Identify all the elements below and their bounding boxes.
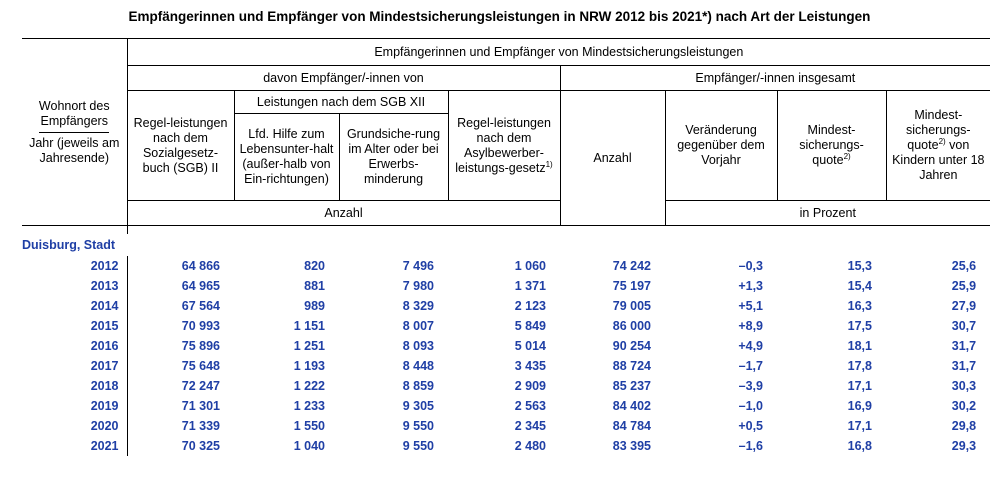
cell-anzahl: 84 402: [612, 399, 651, 413]
header-lfd: Lfd. Hilfe zum Lebensunter-halt (außer-halb von Ein-richtungen): [234, 114, 339, 201]
cell-asyl: 5 849: [514, 319, 546, 333]
cell-quote: 18,1: [847, 339, 872, 353]
cell-year: 2018: [22, 376, 127, 396]
cell-year: 2017: [22, 356, 127, 376]
cell-lfd: 989: [304, 299, 325, 313]
cell-year: 2015: [22, 316, 127, 336]
cell-anzahl: 75 197: [612, 279, 651, 293]
header-kinder-footnote: 2): [938, 136, 946, 146]
cell-ver: –1,7: [738, 359, 763, 373]
table-body: [22, 226, 990, 457]
stub-header-place: Wohnort des Empfängers: [38, 98, 110, 128]
header-top: Empfängerinnen und Empfänger von Mindestsicherungsleistungen: [127, 39, 990, 66]
cell-kinder: 25,9: [951, 279, 977, 293]
cell-sgb2: 71 301: [181, 399, 220, 413]
cell-anzahl: 85 237: [612, 379, 651, 393]
header-sgb2: Regel-leistungen nach dem Sozialgesetz-buch (SGB) II: [127, 91, 234, 201]
cell-grund: 8 329: [402, 299, 434, 313]
cell-kinder: 30,7: [951, 319, 977, 333]
cell-sgb2: 75 648: [181, 359, 220, 373]
cell-grund: 9 550: [402, 419, 434, 433]
table-row: [22, 396, 990, 416]
table-row: [22, 416, 990, 436]
data-table: [22, 38, 990, 456]
stub-separator: [39, 132, 109, 133]
cell-ver: –1,6: [738, 439, 763, 453]
cell-quote: 16,8: [847, 439, 872, 453]
cell-sgb2: 64 965: [181, 279, 220, 293]
table-row: [22, 296, 990, 316]
stub-header-year: Jahr (jeweils am Jahresende): [29, 135, 120, 165]
cell-lfd: 1 222: [293, 379, 325, 393]
cell-sgb2: 70 993: [181, 319, 220, 333]
cell-ver: +1,3: [738, 279, 763, 293]
cell-asyl: 2 480: [514, 439, 546, 453]
header-asyl-text: Regel-leistungen nach dem Asylbewerber-leistungs-gesetz: [455, 115, 551, 175]
cell-year: 2019: [22, 396, 127, 416]
cell-sgb2: 67 564: [181, 299, 220, 313]
header-sgb12: Leistungen nach dem SGB XII: [234, 91, 448, 114]
cell-sgb2: 64 866: [181, 259, 220, 273]
cell-asyl: 2 345: [514, 419, 546, 433]
cell-quote: 17,1: [847, 419, 872, 433]
cell-lfd: 1 251: [293, 339, 325, 353]
cell-grund: 9 305: [402, 399, 434, 413]
cell-grund: 9 550: [402, 439, 434, 453]
header-kinder-text-a: Mindest-sicherungs-quote: [905, 108, 971, 152]
cell-lfd: 1 193: [293, 359, 325, 373]
header-quote: [777, 91, 886, 201]
cell-anzahl: 79 005: [612, 299, 651, 313]
cell-quote: 16,9: [847, 399, 872, 413]
header-kinder: [886, 91, 990, 201]
cell-lfd: 1 550: [293, 419, 325, 433]
header-davon: davon Empfänger/-innen von: [127, 66, 560, 91]
cell-quote: 17,8: [847, 359, 872, 373]
cell-ver: +5,1: [738, 299, 763, 313]
cell-kinder: 29,8: [951, 419, 977, 433]
cell-grund: 8 859: [402, 379, 434, 393]
cell-kinder: 31,7: [951, 339, 977, 353]
cell-grund: 8 448: [402, 359, 434, 373]
table-row: [22, 256, 990, 276]
cell-grund: 8 093: [402, 339, 434, 353]
cell-quote: 17,1: [847, 379, 872, 393]
cell-ver: +0,5: [738, 419, 763, 433]
header-asyl-footnote: 1): [545, 159, 553, 169]
cell-anzahl: 90 254: [612, 339, 651, 353]
cell-anzahl: 88 724: [612, 359, 651, 373]
cell-asyl: 2 909: [514, 379, 546, 393]
cell-asyl: 1 371: [514, 279, 546, 293]
unit-anzahl: Anzahl: [127, 201, 560, 226]
cell-kinder: 25,6: [951, 259, 977, 273]
table-title: Empfängerinnen und Empfänger von Mindestsicherungsleistungen in NRW 2012 bis 2021*) nach Art der Leistungen: [128, 9, 871, 24]
table-row: [22, 376, 990, 396]
cell-asyl: 2 123: [514, 299, 546, 313]
cell-lfd: 881: [304, 279, 325, 293]
cell-kinder: 29,3: [951, 439, 977, 453]
cell-grund: 7 496: [402, 259, 434, 273]
region-row: [22, 234, 990, 256]
cell-anzahl: 83 395: [612, 439, 651, 453]
cell-year: 2012: [22, 256, 127, 276]
cell-anzahl: 74 242: [612, 259, 651, 273]
cell-sgb2: 71 339: [181, 419, 220, 433]
cell-quote: 17,5: [847, 319, 872, 333]
table-row: [22, 276, 990, 296]
cell-lfd: 1 233: [293, 399, 325, 413]
cell-sgb2: 70 325: [181, 439, 220, 453]
cell-lfd: 1 151: [293, 319, 325, 333]
stub-header: [22, 39, 127, 226]
cell-kinder: 31,7: [951, 359, 977, 373]
unit-prozent: in Prozent: [665, 201, 990, 226]
cell-year: 2021: [22, 436, 127, 456]
header-quote-text: Mindest-sicherungs-quote: [799, 123, 864, 167]
header-anzahl: Anzahl: [560, 91, 665, 226]
cell-kinder: 30,3: [951, 379, 977, 393]
cell-year: 2016: [22, 336, 127, 356]
cell-lfd: 1 040: [293, 439, 325, 453]
cell-kinder: 30,2: [951, 399, 977, 413]
header-veraenderung: Veränderung gegenüber dem Vorjahr: [665, 91, 777, 201]
cell-ver: –0,3: [738, 259, 763, 273]
cell-asyl: 3 435: [514, 359, 546, 373]
cell-ver: +8,9: [738, 319, 763, 333]
cell-sgb2: 72 247: [181, 379, 220, 393]
header-kinder-text-b: von Kindern unter 18 Jahren: [892, 138, 985, 182]
cell-asyl: 5 014: [514, 339, 546, 353]
cell-anzahl: 84 784: [612, 419, 651, 433]
table-header: [22, 39, 990, 226]
header-asyl: [448, 91, 560, 201]
cell-lfd: 820: [304, 259, 325, 273]
header-grundsicherung: Grundsiche-rung im Alter oder bei Erwerbs-minderung: [339, 114, 448, 201]
header-insgesamt: Empfänger/-innen insgesamt: [560, 66, 990, 91]
table-row: [22, 316, 990, 336]
cell-quote: 15,4: [847, 279, 872, 293]
cell-year: 2014: [22, 296, 127, 316]
cell-anzahl: 86 000: [612, 319, 651, 333]
cell-grund: 7 980: [402, 279, 434, 293]
cell-kinder: 27,9: [951, 299, 977, 313]
cell-quote: 15,3: [847, 259, 872, 273]
cell-sgb2: 75 896: [181, 339, 220, 353]
header-quote-footnote: 2): [843, 151, 851, 161]
cell-quote: 16,3: [847, 299, 872, 313]
table-row: [22, 336, 990, 356]
cell-year: 2013: [22, 276, 127, 296]
cell-asyl: 1 060: [514, 259, 546, 273]
table-row: [22, 356, 990, 376]
cell-ver: –1,0: [738, 399, 763, 413]
cell-year: 2020: [22, 416, 127, 436]
spacer-row: [22, 226, 990, 235]
region-label: Duisburg, Stadt: [22, 238, 116, 252]
cell-asyl: 2 563: [514, 399, 546, 413]
cell-grund: 8 007: [402, 319, 434, 333]
table-row: [22, 436, 990, 456]
cell-ver: –3,9: [738, 379, 763, 393]
cell-ver: +4,9: [738, 339, 763, 353]
